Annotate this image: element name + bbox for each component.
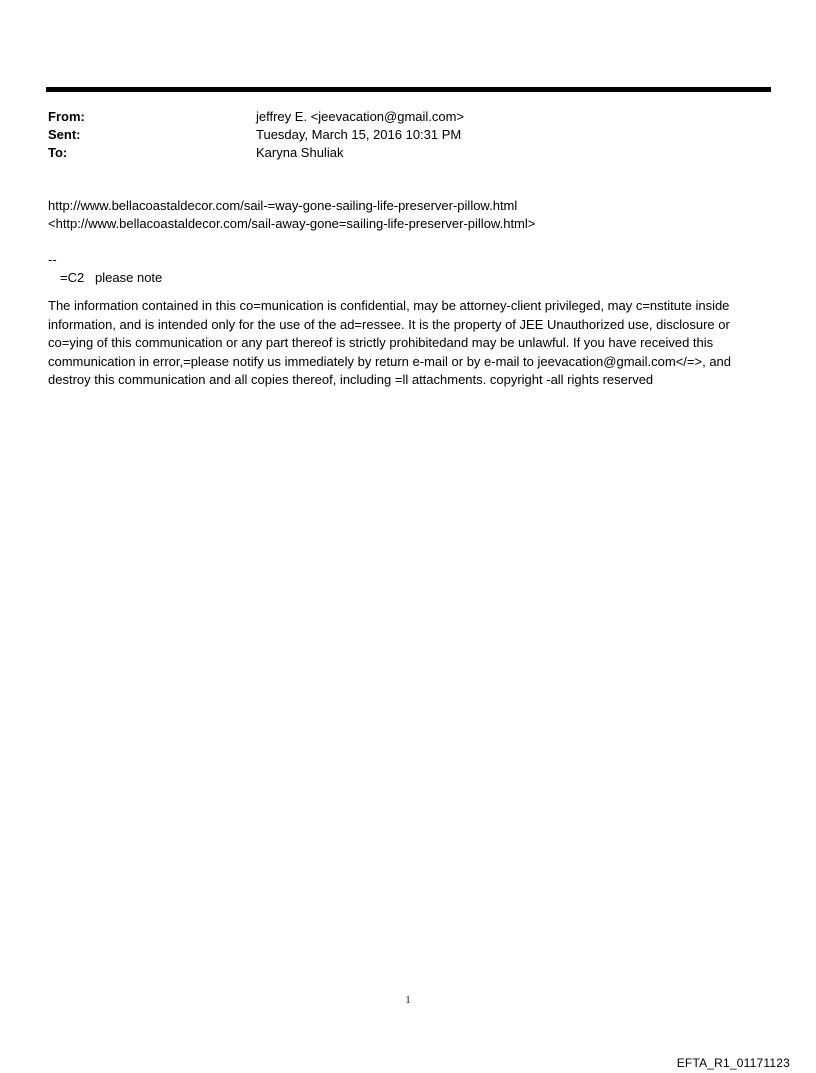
header-divider	[46, 87, 771, 92]
page-number: 1	[405, 995, 411, 1006]
document-id: EFTA_R1_01171123	[676, 1056, 790, 1070]
to-label: To:	[48, 145, 68, 160]
confidentiality-disclaimer: The information contained in this co=munication is confidential, may be attorney-client privileged, may c=nstitute inside information, and is intended only for the use of the ad=ressee. It is the property of JEE Unauthorized use, disclosure or co=ying of this communication or any part thereof is strictly prohibitedand may be unlawful. If you have received this communication in error,=please notify us immediately by return e-mail or by e-mail to jeevacation@gmail.com</=>, and destroy this communication and all copies thereof, including =ll attachments. copyright -all rights reserved	[48, 298, 732, 387]
from-value: jeffrey E. <jeevacation@gmail.com>	[256, 109, 465, 124]
from-label: From:	[48, 109, 85, 124]
signature-separator: --	[48, 252, 57, 267]
from-row	[48, 108, 748, 126]
email-body	[48, 197, 773, 390]
to-value: Karyna Shuliak	[256, 145, 344, 160]
body-url-bracketed: <http://www.bellacoastaldecor.com/sail-away-gone=sailing-life-preserver-pillow.html>	[48, 216, 536, 231]
email-header	[48, 108, 748, 162]
signature-note: =C2 please note	[60, 270, 163, 285]
sent-label: Sent:	[48, 127, 81, 142]
sent-value: Tuesday, March 15, 2016 10:31 PM	[256, 127, 462, 142]
to-row	[48, 144, 748, 162]
sent-row	[48, 126, 748, 144]
body-url-plain: http://www.bellacoastaldecor.com/sail-=way-gone-sailing-life-preserver-pillow.html	[48, 198, 518, 213]
